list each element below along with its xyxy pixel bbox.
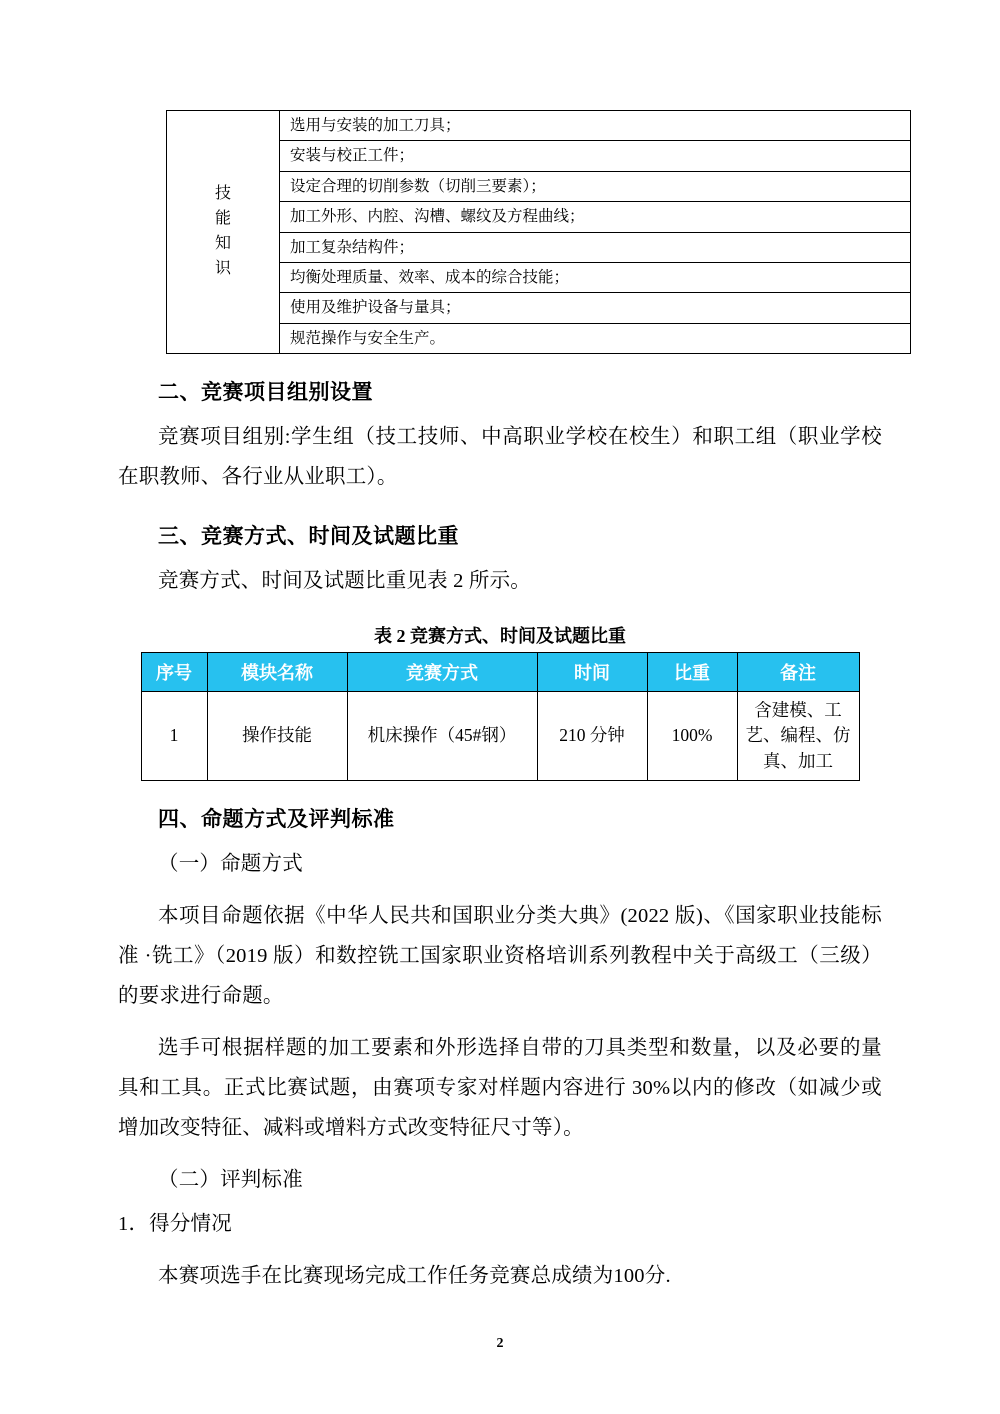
- table2-header-row: [141, 652, 859, 691]
- skills-row-text: 设定合理的切削参数（切削三要素）；: [280, 171, 911, 201]
- table2-header-method: 竞赛方式: [347, 652, 537, 691]
- skills-row-text: 选用与安装的加工刀具；: [280, 111, 911, 141]
- table2-header-note: 备注: [737, 652, 859, 691]
- section-4-1-paragraph-2: 选手可根据样题的加工要素和外形选择自带的刀具类型和数量，以及必要的量具和工具。正式比赛试题，由赛项专家对样题内容进行 30%以内的修改（如减少或增加改变特征、减料或增料方式改变特征尺寸等）。: [118, 1036, 882, 1139]
- table2-header-module: 模块名称: [207, 652, 347, 691]
- section-4-2-paragraph-1: 本赛项选手在比赛现场完成工作任务竞赛总成绩为100分.: [158, 1264, 671, 1287]
- table2-header-time: 时间: [537, 652, 647, 691]
- skills-row-text: 均衡处理质量、效率、成本的综合技能；: [280, 262, 911, 292]
- section-4-2-item-1: 1．得分情况: [118, 1212, 232, 1235]
- skills-label-char-2: 能: [214, 210, 231, 228]
- table2-cell-method: 机床操作（45#钢）: [347, 691, 537, 780]
- section-2-paragraph: 竞赛项目组别:学生组（技工技师、中高职业学校在校生）和职工组（职业学校在职教师、各行业从业职工）。: [118, 426, 882, 488]
- skills-row-text: 规范操作与安全生产。: [280, 323, 911, 353]
- table2-caption: 表 2 竞赛方式、时间及试题比重: [374, 625, 626, 646]
- skills-label-char-1: 技: [214, 185, 231, 203]
- section-heading-4: 四、命题方式及评判标准: [158, 807, 395, 832]
- skills-knowledge-table: [166, 110, 911, 354]
- section-heading-3: 三、竞赛方式、时间及试题比重: [158, 523, 459, 548]
- table2-header-index: 序号: [141, 652, 207, 691]
- table2-header-weight: 比重: [647, 652, 737, 691]
- table2-cell-index: 1: [141, 691, 207, 780]
- table2-cell-note: 含建模、工艺、编程、仿真、加工: [737, 691, 859, 780]
- table2-cell-time: 210 分钟: [537, 691, 647, 780]
- skills-row-text: 加工外形、内腔、沟槽、螺纹及方程曲线；: [280, 202, 911, 232]
- competition-format-table: [141, 652, 860, 781]
- section-4-2-heading: （二）评判标准: [158, 1168, 303, 1191]
- skills-label-cell: [167, 111, 280, 354]
- skills-row-text: 安装与校正工件；: [280, 141, 911, 171]
- section-3-paragraph: 竞赛方式、时间及试题比重见表 2 所示。: [158, 569, 531, 592]
- section-heading-2: 二、竞赛项目组别设置: [158, 380, 373, 404]
- section-4-1-paragraph-1: 本项目命题依据《中华人民共和国职业分类大典》(2022 版)、《国家职业技能标准 ·铣工》（2019 版）和数控铣工国家职业资格培训系列教程中关于高级工（三级）的要求进行命题。: [118, 905, 882, 1007]
- table2-cell-weight: 100%: [647, 691, 737, 780]
- skills-label-char-3: 知: [214, 235, 231, 252]
- table-row: [141, 691, 859, 780]
- table2-cell-module: 操作技能: [207, 691, 347, 780]
- skills-row-text: 加工复杂结构件；: [280, 232, 911, 262]
- skills-row-text: 使用及维护设备与量具；: [280, 293, 911, 323]
- table-row: [167, 111, 911, 141]
- page-number: 2: [496, 1336, 504, 1351]
- skills-label-char-4: 识: [214, 259, 231, 277]
- section-4-1-heading: （一）命题方式: [158, 853, 303, 876]
